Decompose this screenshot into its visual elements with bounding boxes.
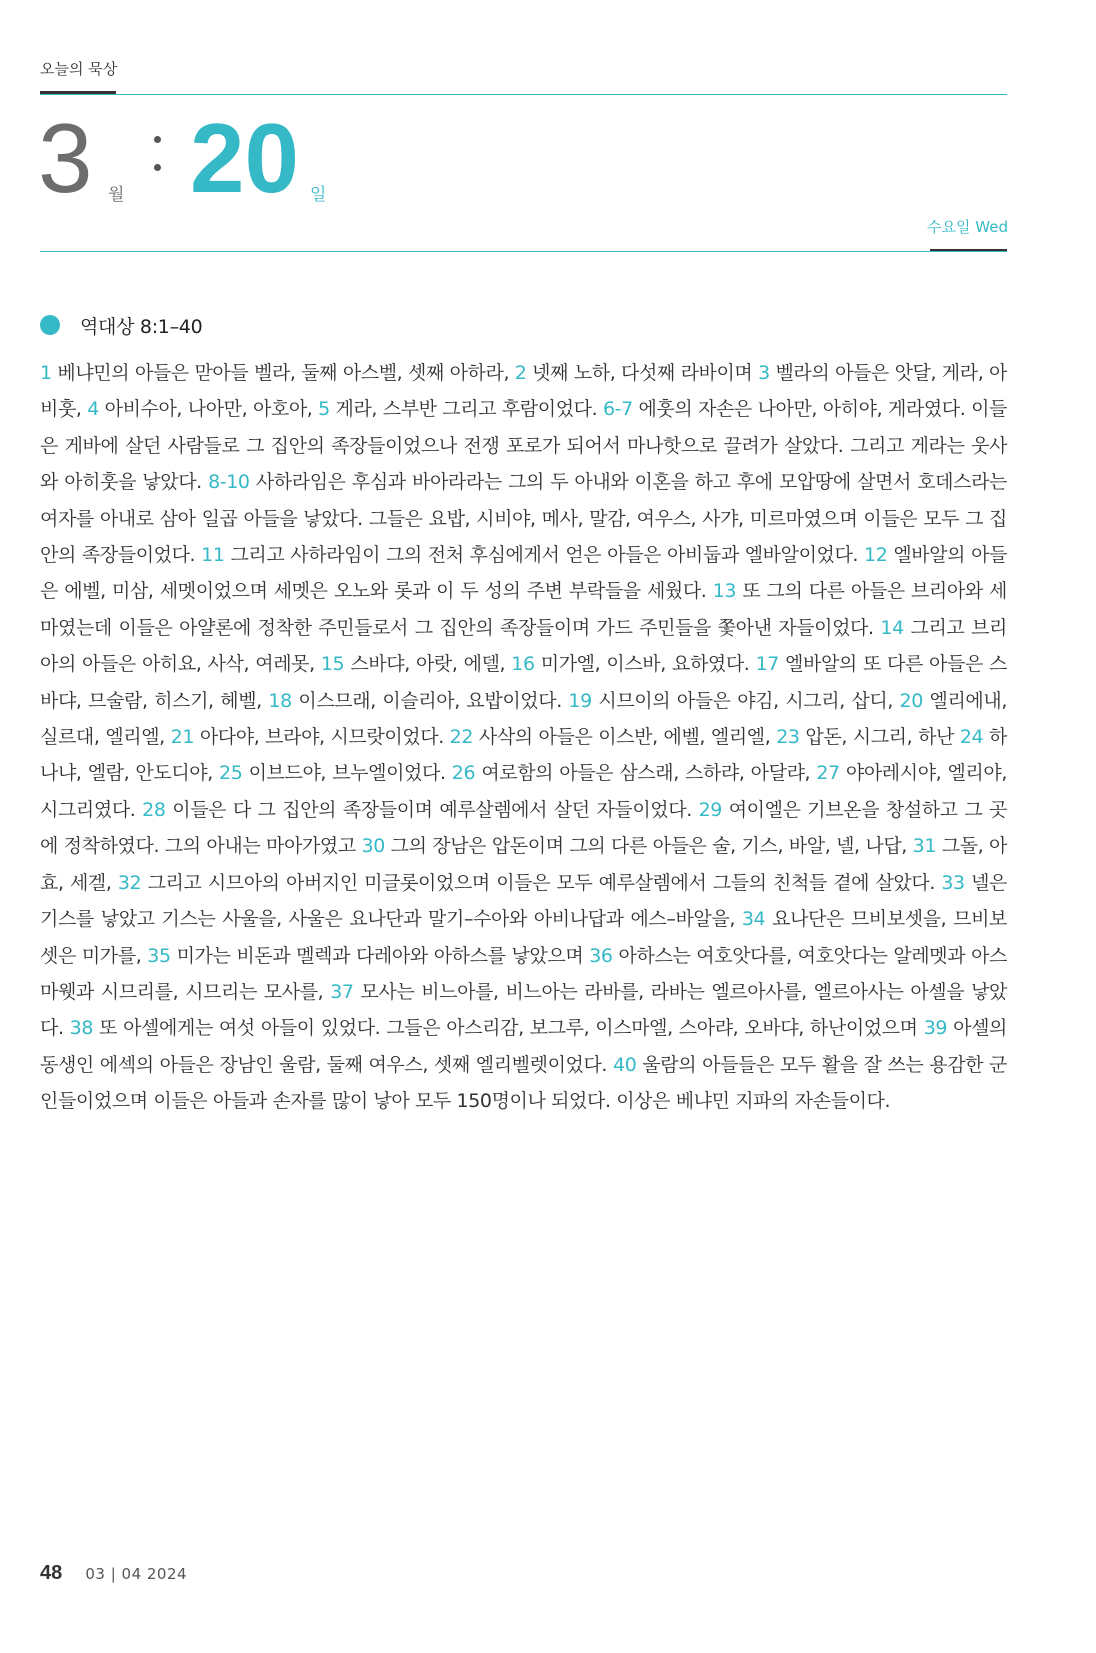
verse-number: 17 [755, 653, 779, 676]
verse-number: 1 [40, 362, 52, 384]
verse-text: 베냐민의 아들은 맏아들 벨라, 둘째 아스벨, 셋째 아하라, [51, 362, 515, 384]
verse-text: 엘바알의 또 다른 아들은 스바댜, 므술람, 히스기, 헤벨, [40, 653, 1007, 712]
page-footer [40, 1562, 187, 1585]
verse-text: 스바댜, 아랏, 에델, [344, 653, 512, 676]
weekday-label: 수요일 Wed [927, 218, 1008, 236]
verse-number: 12 [864, 544, 888, 567]
verse-text: 그리고 사하라임이 그의 전처 후심에게서 얻은 아들은 아비둡과 엘바알이었다. [224, 544, 864, 567]
month-unit: 월 [108, 185, 125, 205]
verse-number: 22 [449, 726, 474, 749]
verse-text: 여로함의 아들은 삼스래, 스하랴, 아달랴, [475, 762, 817, 785]
verse-number: 15 [320, 653, 345, 676]
verse-text: 아다야, 브라야, 시므랏이었다. [194, 726, 450, 749]
verse-text: 게라, 스부반 그리고 후람이었다. [329, 398, 603, 421]
verse-number: 38 [69, 1017, 94, 1040]
verse-text: 아하스는 여호앗다를, 여호앗다는 알레멧과 아스마웻과 시므리를, 시므리는 모사를, [40, 944, 1007, 1003]
verse-number: 23 [776, 726, 800, 749]
colon-separator [154, 136, 162, 182]
verse-number: 16 [511, 653, 535, 676]
verse-text: 에훗의 자손은 나아만, 아히야, 게라였다. 이들은 게바에 살던 사람들로 그 집안의 족장들이었으나 전쟁 포로가 되어서 마나핫으로 끌려가 살았다. 그리고 게라는 웃사와 아히훗을 낳았다. [40, 398, 1007, 494]
verse-number: 20 [899, 689, 923, 712]
verse-text: 벨라의 아들은 앗달, 게라, 아비훗, [40, 362, 1007, 421]
verse-number: 35 [147, 944, 171, 967]
section-label: 오늘의 묵상 [40, 60, 118, 78]
verse-number: 27 [816, 762, 840, 785]
verse-text: 압돈, 시그리, 하난 [799, 726, 960, 749]
verse-text: 엘바알의 아들은 에벨, 미삼, 세멧이었으며 세멧은 오노와 롯과 이 두 성의 주변 부락들을 세웠다. [40, 544, 1007, 603]
verse-number: 30 [361, 835, 385, 858]
page-number: 48 [40, 1562, 63, 1584]
verse-text: 시므이의 아들은 야김, 시그리, 삽디, [591, 689, 900, 712]
verse-number: 32 [117, 871, 142, 894]
verse-number: 25 [219, 762, 243, 785]
top-divider [40, 94, 1007, 95]
day-unit: 일 [310, 185, 327, 205]
verse-number: 8-10 [208, 471, 250, 494]
verse-text: 여이엘은 기브온을 창설하고 그 곳에 정착하였다. 그의 아내는 마아가였고 [40, 798, 1008, 858]
verse-text: 울람의 아들들은 모두 활을 잘 쓰는 용감한 군인들이었으며 이들은 아들과 손자를 많이 낳아 모두 150명이나 되었다. 이상은 베냐민 지파의 자손들이다. [40, 1053, 1007, 1113]
verse-text: 아셀의 동생인 에섹의 아들은 장남인 울람, 둘째 여우스, 셋째 엘리벨렛이었다. [40, 1017, 1007, 1076]
verse-number: 24 [959, 726, 984, 749]
verse-number: 28 [142, 798, 166, 821]
verse-text: 그리고 시므아의 아버지인 미글롯이었으며 이들은 모두 예루살렘에서 그들의 친척들 곁에 살았다. [141, 871, 942, 894]
verse-number: 19 [568, 689, 592, 712]
verse-number: 40 [613, 1053, 637, 1076]
verse-text: 그의 장남은 압돈이며 그의 다른 아들은 술, 기스, 바알, 넬, 나답, [384, 835, 913, 858]
verse-number: 6-7 [602, 398, 633, 421]
verse-text: 미가엘, 이스바, 요하였다. [534, 653, 756, 676]
verse-text: 요나단은 므비보셋을, 므비보셋은 미가를, [40, 908, 1007, 967]
verse-number: 37 [330, 980, 354, 1003]
verse-text: 야아레시야, 엘리야, 시그리였다. [40, 762, 1007, 821]
verse-text: 사하라임은 후심과 바아라라는 그의 두 아내와 이혼을 하고 후에 모압땅에 살면서 호데스라는 여자를 아내로 삼아 일곱 아들을 낳았다. 그들은 요밥, 시비야, 메사, 말감, 여우스, 사갸, 미르마였으며 이들은 모두 그 집안의 족장들이었다. [40, 471, 1007, 567]
verse-text: 또 아셀에게는 여섯 아들이 있었다. 그들은 아스리감, 보그루, 이스마엘, 스아랴, 오바댜, 하난이었으며 [93, 1017, 924, 1040]
verse-number: 21 [170, 726, 195, 749]
month-number: 3 [38, 103, 93, 213]
scripture-passage [40, 355, 1007, 1120]
verse-text: 또 그의 다른 아들은 브리아와 세마였는데 이들은 아얄론에 정착한 주민들로서 그 집안의 족장들이며 가드 주민들을 쫓아낸 자들이었다. [40, 580, 1007, 639]
verse-text: 이들은 다 그 집안의 족장들이며 예루살렘에서 살던 자들이었다. [165, 798, 699, 821]
reference-text: 역대상 8:1–40 [80, 316, 203, 338]
bullet-dot-icon [40, 315, 60, 335]
verse-text: 넷째 노하, 다섯째 라바이며 [526, 362, 759, 384]
verse-number: 2 [514, 362, 527, 384]
verse-number: 18 [268, 689, 292, 712]
verse-text: 그돌, 아효, 세겔, [40, 835, 1007, 894]
verse-number: 11 [201, 544, 225, 567]
verse-text: 이브드야, 브누엘이었다. [242, 762, 452, 785]
issue-date: 03 | 04 2024 [85, 1565, 188, 1583]
verse-number: 4 [87, 398, 99, 421]
verse-text: 넬은 기스를 낳았고 기스는 사울을, 사울은 요나단과 말기–수아와 아비나답과 에스–바알을, [40, 871, 1007, 931]
verse-number: 26 [451, 762, 476, 785]
verse-number: 29 [698, 798, 722, 821]
verse-text: 이스므래, 이슬리아, 요밥이었다. [291, 689, 569, 712]
verse-number: 5 [318, 398, 330, 421]
verse-text: 아비수아, 나아만, 아호아, [98, 398, 319, 421]
verse-text: 하나냐, 엘람, 안도디야, [40, 726, 1007, 785]
verse-number: 31 [912, 835, 937, 858]
verse-text: 미가는 비돈과 멜렉과 다레아와 아하스를 낳았으며 [170, 944, 590, 967]
verse-number: 34 [741, 908, 766, 931]
verse-number: 39 [923, 1017, 948, 1040]
bottom-divider [40, 251, 1007, 252]
verse-text: 엘리에내, 실르대, 엘리엘, [40, 689, 1007, 749]
day-number: 20 [190, 103, 300, 213]
verse-number: 33 [941, 871, 965, 894]
verse-text: 그리고 브리아의 아들은 아히요, 사삭, 여레못, [40, 616, 1007, 676]
verse-number: 14 [880, 616, 904, 639]
verse-number: 13 [712, 580, 737, 603]
verse-number: 36 [589, 944, 613, 967]
verse-text: 모사는 비느아를, 비느아는 라바를, 라바는 엘르아사를, 엘르아사는 아셀을 낳았다. [40, 980, 1007, 1040]
verse-text: 사삭의 아들은 이스반, 에벨, 엘리엘, [473, 726, 777, 749]
verse-number: 3 [758, 362, 770, 384]
